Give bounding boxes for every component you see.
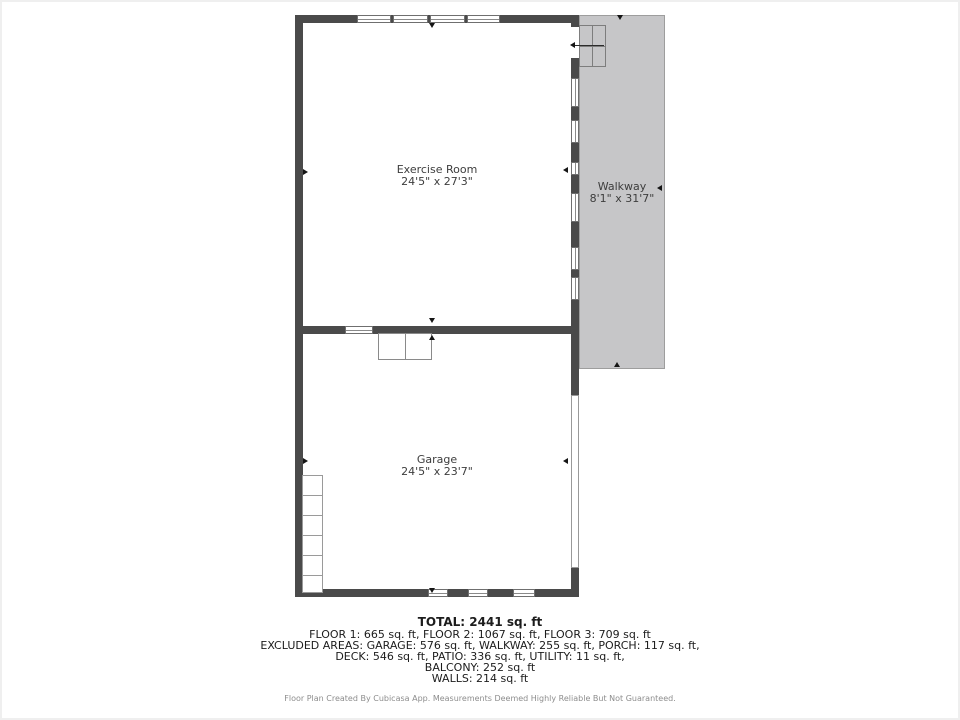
room-dimensions: 24'5" x 27'3" — [401, 175, 473, 188]
measure-tick — [429, 335, 435, 340]
window — [467, 15, 500, 23]
measure-tick — [614, 362, 620, 367]
summary-line: BALCONY: 252 sq. ft — [424, 661, 536, 674]
room-label-exercise — [295, 164, 579, 188]
summary-line: WALLS: 214 sq. ft — [431, 672, 529, 685]
cabinet — [378, 333, 432, 360]
stairs-direction-arrow — [575, 45, 604, 46]
room-name: Garage — [416, 453, 458, 466]
summary-line: FLOOR 1: 665 sq. ft, FLOOR 2: 1067 sq. ft, FLOOR 3: 709 sq. ft — [309, 628, 651, 641]
room-label-garage — [295, 454, 579, 478]
summary-line: DECK: 546 sq. ft, PATIO: 336 sq. ft, UTILITY: 11 sq. ft, — [335, 650, 625, 663]
window — [571, 277, 579, 300]
window — [571, 247, 579, 270]
window — [430, 15, 465, 23]
garage-side-door — [571, 395, 579, 568]
total-area: TOTAL: 2441 sq. ft — [417, 615, 543, 629]
disclaimer-text: Floor Plan Created By Cubicasa App. Measurements Deemed Highly Reliable But Not Guaranteed. — [284, 694, 676, 703]
window — [357, 15, 391, 23]
room-dimensions: 24'5" x 23'7" — [401, 465, 473, 478]
window — [345, 326, 373, 334]
measure-tick — [429, 588, 435, 593]
measure-tick — [429, 318, 435, 323]
window — [571, 193, 579, 222]
room-label-walkway — [579, 181, 665, 205]
stairs-walkway — [579, 25, 606, 67]
window — [571, 120, 579, 143]
area-summary — [0, 616, 960, 684]
room-name: Exercise Room — [396, 163, 478, 176]
window — [468, 589, 488, 597]
room-name: Walkway — [597, 180, 647, 193]
wall-middle — [295, 326, 579, 334]
measure-tick — [429, 23, 435, 28]
measure-tick — [617, 15, 623, 20]
stairs-arrow-head — [570, 42, 575, 48]
stairs-garage — [302, 475, 323, 593]
window — [513, 589, 535, 597]
room-dimensions: 8'1" x 31'7" — [589, 192, 655, 205]
window — [571, 78, 579, 107]
summary-line: EXCLUDED AREAS: GARAGE: 576 sq. ft, WALKWAY: 255 sq. ft, PORCH: 117 sq. ft, — [260, 639, 700, 652]
window — [393, 15, 428, 23]
